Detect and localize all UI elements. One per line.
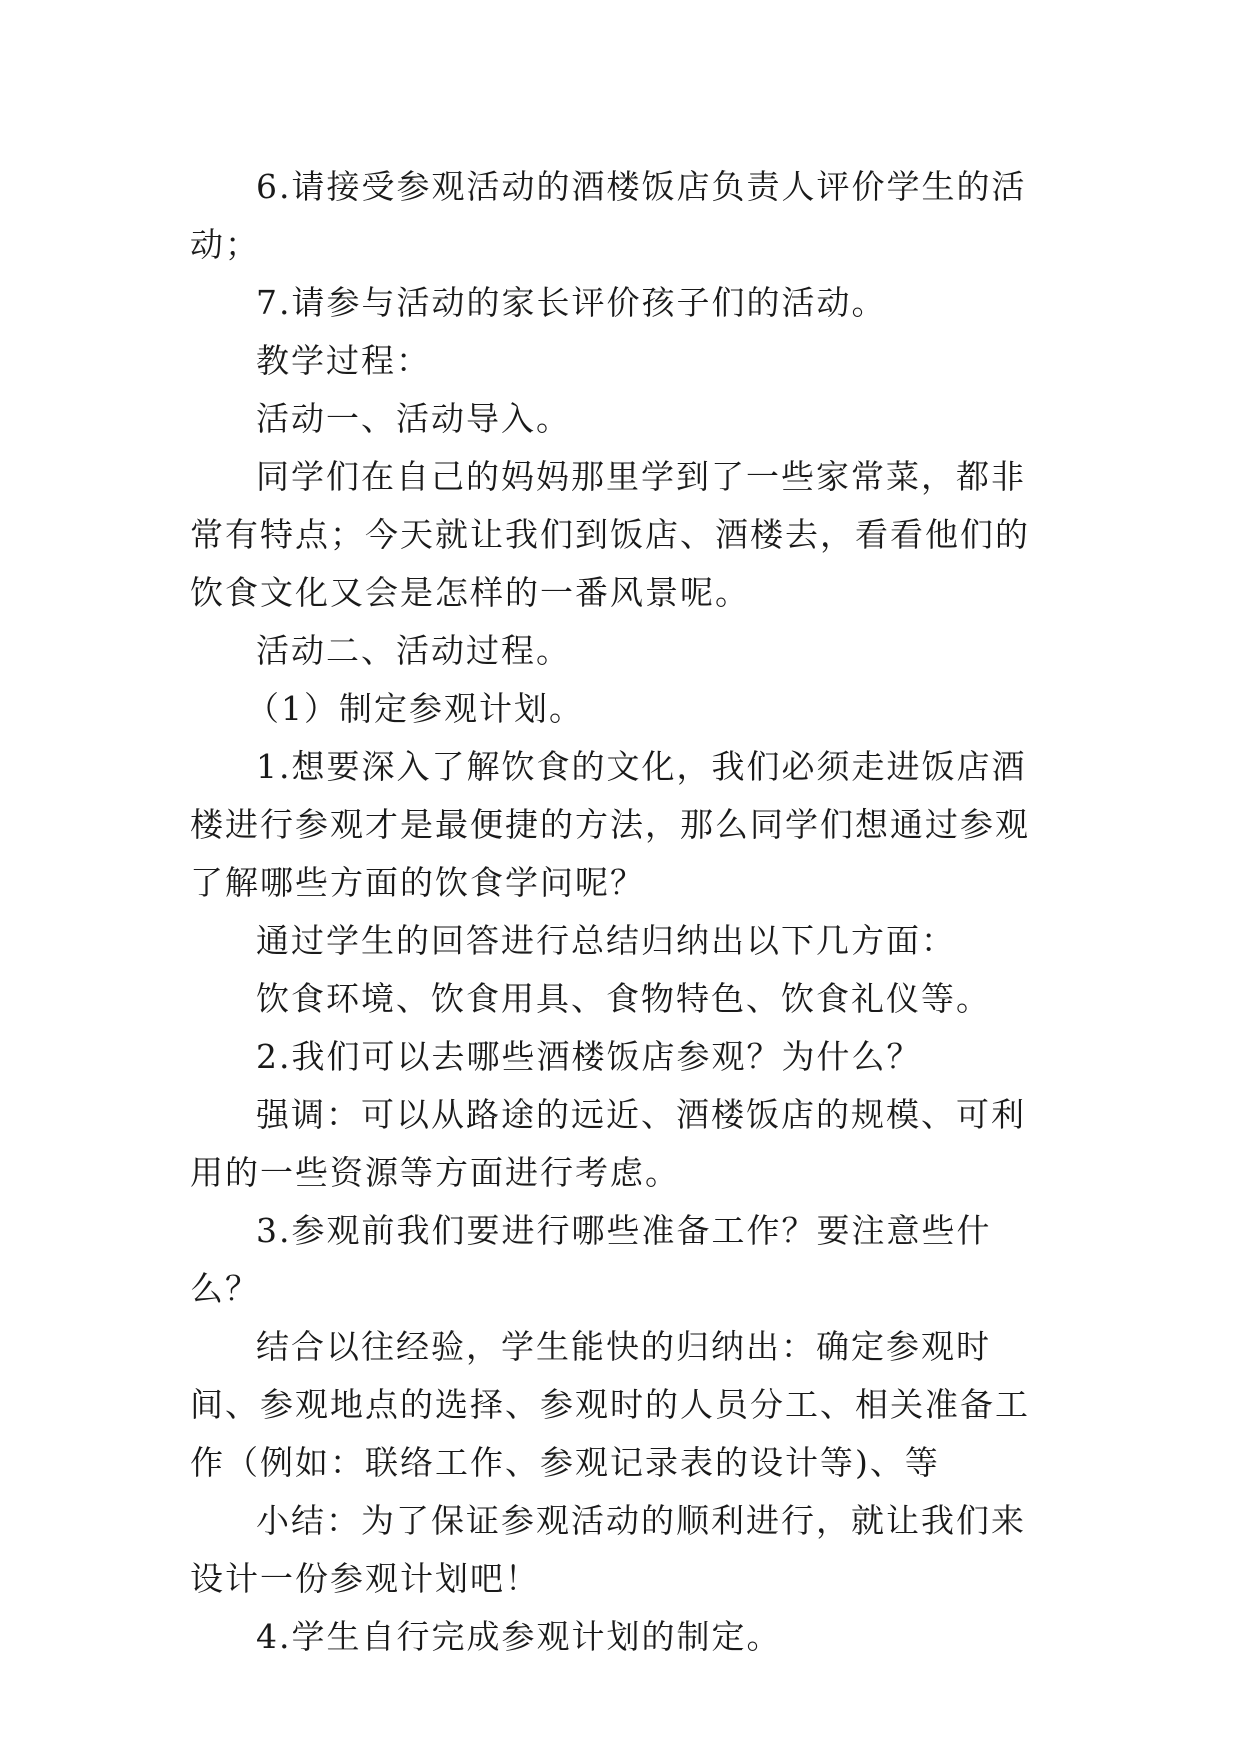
paragraph-item-7: 7.请参与活动的家长评价孩子们的活动。 [256,283,887,322]
activity-heading-1: 活动一、活动导入。 [256,399,571,438]
paragraph-question-2: 2.我们可以去哪些酒楼饭店参观？为什么？ [256,1037,922,1076]
paragraph-summary-intro: 通过学生的回答进行总结归纳出以下几方面： [256,921,956,960]
paragraph-question-3: 3.参观前我们要进行哪些准备工作？要注意些什么？ [190,1211,992,1308]
section-heading-teaching-process: 教学过程： [256,341,431,380]
activity-heading-2: 活动二、活动过程。 [256,631,571,670]
paragraph-item-4: 4.学生自行完成参观计划的制定。 [256,1617,782,1656]
subsection-heading-plan: （1）制定参观计划。 [246,689,584,728]
paragraph-intro: 同学们在自己的妈妈那里学到了一些家常菜，都非常有特点；今天就让我们到饭店、酒楼去，看看他们的饮食文化又会是怎样的一番风景呢。 [190,457,1030,612]
paragraph-conclusion: 小结：为了保证参观活动的顺利进行，就让我们来设计一份参观计划吧！ [190,1501,1026,1598]
paragraph-question-1: 1.想要深入了解饮食的文化，我们必须走进饭店酒楼进行参观才是最便捷的方法，那么同学们想通过参观了解哪些方面的饮食学问呢？ [190,747,1030,902]
paragraph-experience: 结合以往经验，学生能快的归纳出：确定参观时间、参观地点的选择、参观时的人员分工、相关准备工作（例如：联络工作、参观记录表的设计等)、等 [190,1327,1030,1482]
document-body [190,158,1056,1666]
paragraph-emphasis: 强调：可以从路途的远近、酒楼饭店的规模、可利用的一些资源等方面进行考虑。 [190,1095,1026,1192]
paragraph-aspects: 饮食环境、饮食用具、食物特色、饮食礼仪等。 [256,979,991,1018]
paragraph-item-6: 6.请接受参观活动的酒楼饭店负责人评价学生的活动； [190,167,1027,264]
